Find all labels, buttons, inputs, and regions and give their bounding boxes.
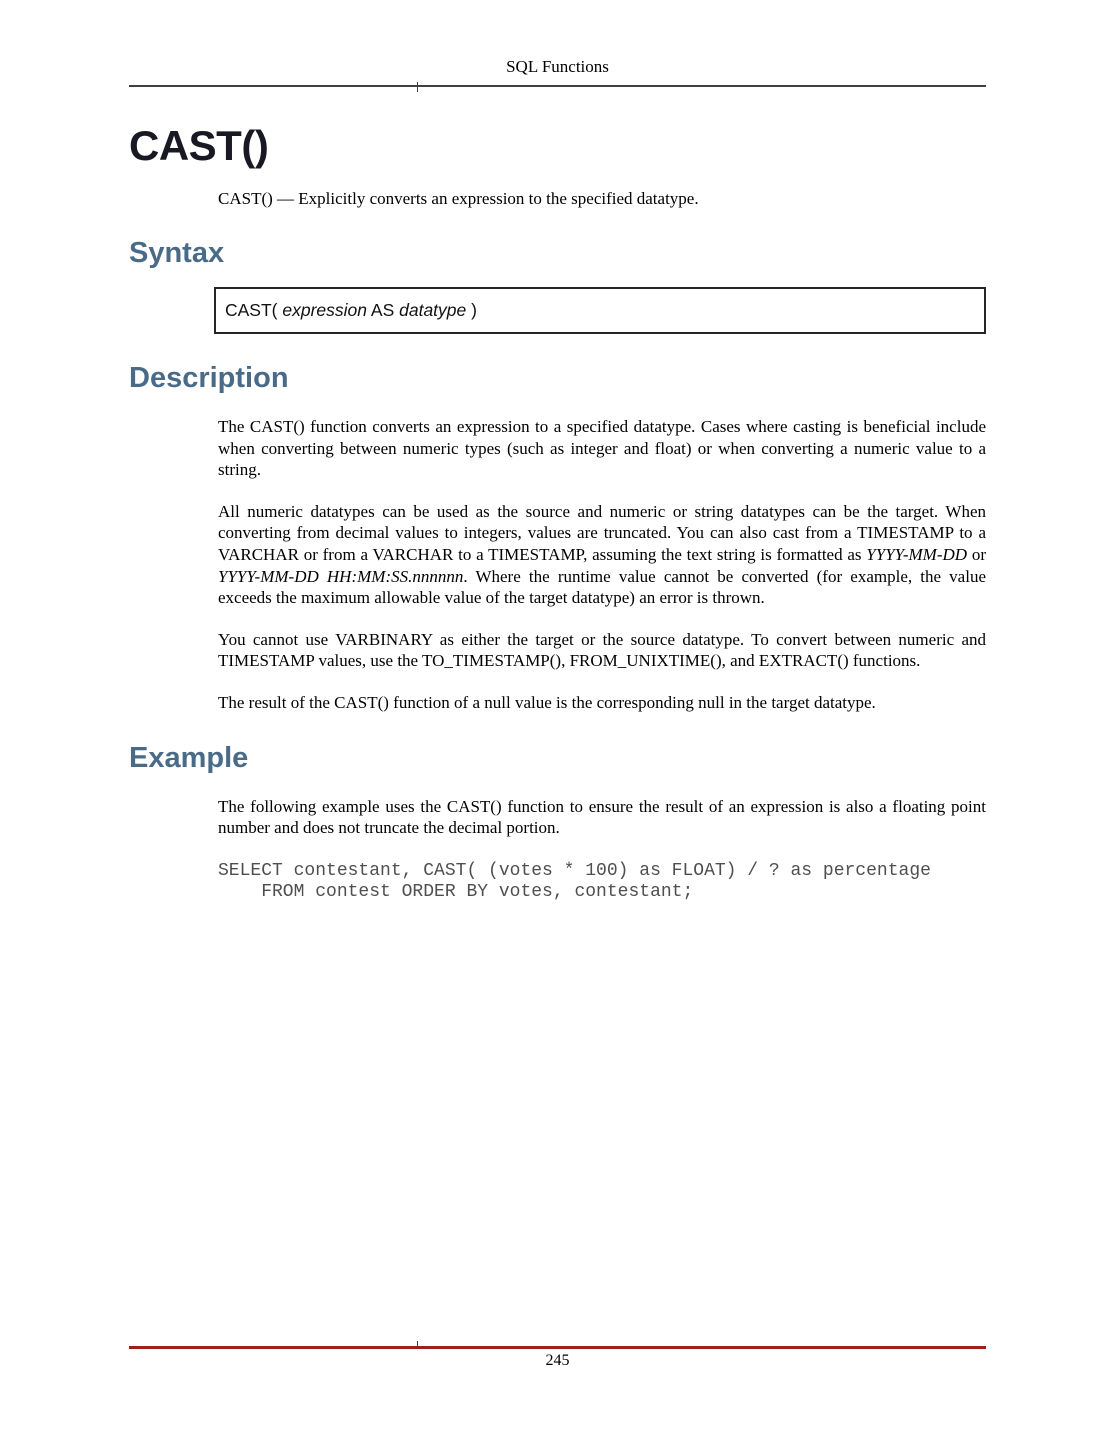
paragraph-2-run-5: . Where the runtime value cannot be converted (for example, the value exceeds the maximum allowable value of the target datatype) an error is thrown. <box>218 566 986 608</box>
running-header-title: SQL Functions <box>506 57 609 76</box>
syntax-run-5: ) <box>466 300 477 320</box>
section-heading-example: Example <box>129 741 249 774</box>
syntax-run-datatype: datatype <box>399 300 467 320</box>
code-line-2: FROM contest ORDER BY votes, contestant; <box>218 882 694 903</box>
example-code-block <box>218 861 986 904</box>
paragraph-2-run-1: All numeric datatypes can be used as the source and numeric or string datatypes can be the target. When converting from decimal values to integers, values are truncated. You can also cast from a TIMESTAMP to a VARCHAR or from a VARCHAR to a TIMESTAMP, assuming the text string is formatted as <box>218 501 986 564</box>
header-rule-tick <box>417 82 418 92</box>
example-intro: The following example uses the CAST() function to ensure the result of an expression is also a floating point number and does not truncate the decimal portion. <box>218 796 986 838</box>
article-title: CAST() <box>129 122 269 169</box>
article-summary: CAST() — Explicitly converts an expression to the specified datatype. <box>218 189 699 208</box>
code-line-1: SELECT contestant, CAST( (votes * 100) as FLOAT) / ? as percentage <box>218 860 931 881</box>
syntax-box <box>214 287 986 334</box>
description-paragraph-1: The CAST() function converts an expression to a specified datatype. Cases where casting is beneficial include when converting between numeric types (such as integer and float) or when converting a numeric value to a string. <box>218 417 986 480</box>
page-number: 245 <box>545 1352 570 1369</box>
section-heading-description: Description <box>129 362 289 394</box>
description-paragraph-2 <box>218 501 986 609</box>
paragraph-2-date-format: YYYY-MM-DD <box>866 544 968 564</box>
footer-rule <box>129 1346 986 1349</box>
paragraph-2-datetime-format: YYYY-MM-DD HH:MM:SS.nnnnnn <box>218 566 464 586</box>
description-paragraph-3: You cannot use VARBINARY as either the target or the source datatype. To convert between numeric and TIMESTAMP values, use the TO_TIMESTAMP(), FROM_UNIXTIME(), and EXTRACT() functions. <box>218 629 986 671</box>
header-rule <box>129 85 986 87</box>
syntax-run-expression: expression <box>282 300 368 320</box>
syntax-run-3: AS <box>367 300 400 320</box>
description-paragraph-4: The result of the CAST() function of a null value is the corresponding null in the target datatype. <box>218 692 876 712</box>
paragraph-2-run-3: or <box>967 544 986 564</box>
footer-rule-tick <box>417 1341 418 1349</box>
syntax-run-1: CAST( <box>225 300 283 320</box>
section-heading-syntax: Syntax <box>129 237 225 269</box>
page-content <box>129 0 986 904</box>
